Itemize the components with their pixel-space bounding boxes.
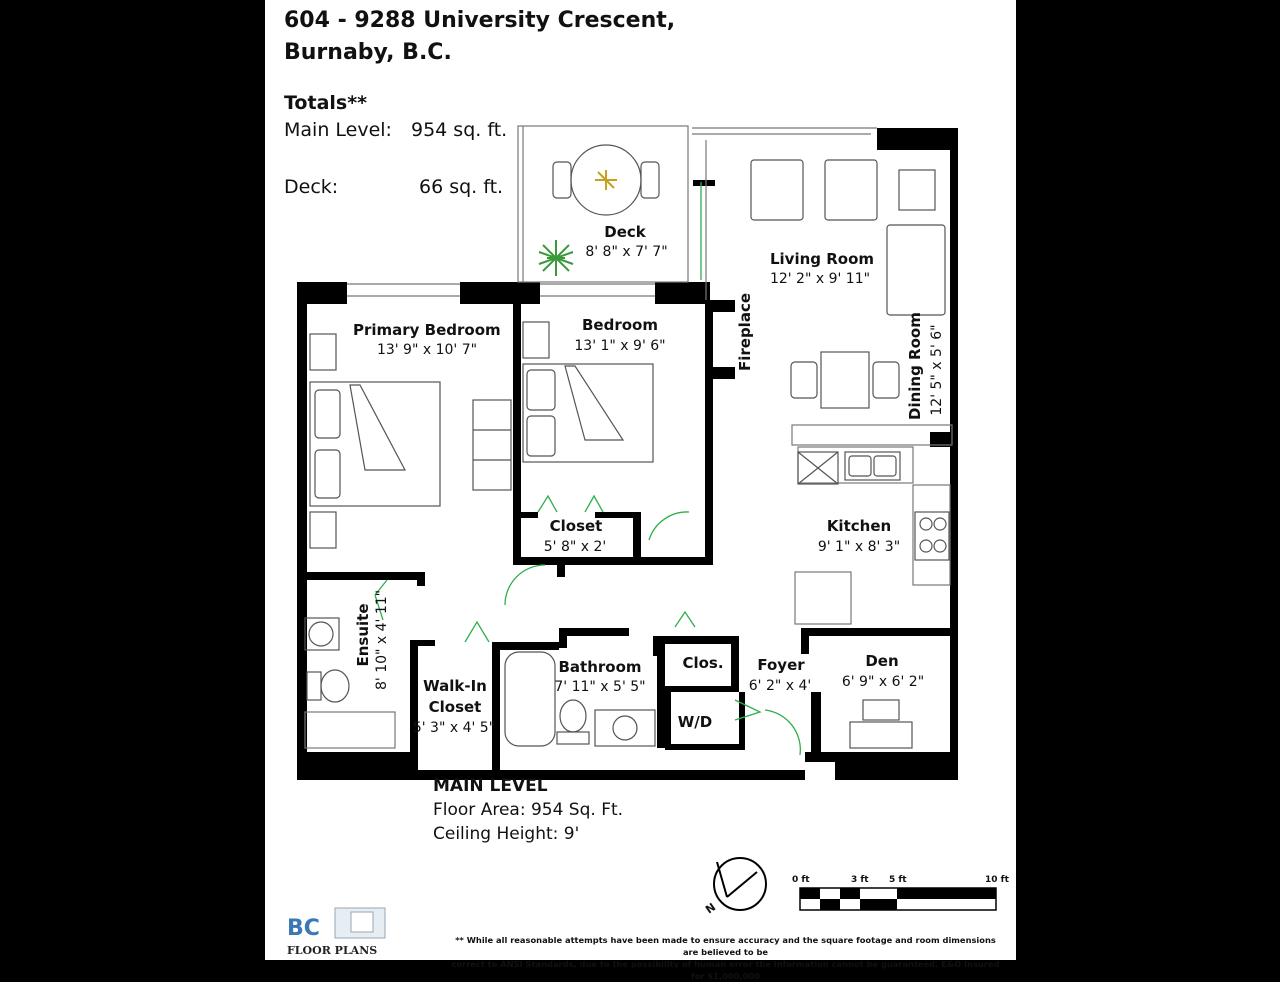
centerpiece-icon	[595, 170, 617, 190]
deck-dims: 8' 8" x 7' 7"	[585, 244, 668, 260]
walk-in-closet-dims: 5' 3" x 4' 5"	[412, 720, 496, 736]
disclaimer-line-1: ** While all reasonable attempts have been made to ensure accuracy and the square footage and room dimensions are believed to be	[455, 935, 996, 957]
walk-in-closet-name-1: Walk-In	[423, 677, 487, 695]
logo-graphic	[335, 908, 385, 938]
deck-name: Deck	[604, 223, 646, 241]
foyer-name: Foyer	[757, 656, 805, 674]
den-dims: 6' 9" x 6' 2"	[841, 674, 925, 690]
main-level-title: MAIN LEVEL	[433, 776, 548, 796]
washer-dryer-label: W/D	[677, 713, 713, 731]
compass-north-label: N	[703, 900, 719, 917]
dining-room-dims: 12' 5" x 5' 6"	[929, 324, 945, 416]
deck-value: 66 sq. ft.	[419, 176, 504, 198]
living-room-name: Living Room	[769, 250, 875, 268]
dining-room-name: Dining Room	[906, 312, 924, 420]
main-level-value: 954 sq. ft.	[411, 119, 508, 141]
bedroom-name: Bedroom	[582, 316, 658, 334]
logo-letters: BC	[287, 916, 320, 941]
ceiling-height: Ceiling Height: 9'	[433, 824, 580, 844]
address-line-2: Burnaby, B.C.	[284, 40, 452, 65]
fireplace-label: Fireplace	[736, 292, 754, 372]
totals-heading: Totals**	[284, 92, 368, 114]
scale-10: 10 ft	[985, 875, 1009, 885]
bathroom-name: Bathroom	[558, 658, 642, 676]
compass-icon	[714, 858, 766, 910]
address-line-1: 604 - 9288 University Crescent,	[284, 8, 676, 33]
main-level-label: Main Level:	[284, 119, 392, 141]
primary-bedroom-dims: 13' 9" x 10' 7"	[376, 342, 478, 358]
deck-label: Deck:	[284, 176, 339, 198]
foyer-dims: 6' 2" x 4'	[748, 678, 812, 694]
scale-0: 0 ft	[792, 875, 810, 885]
closet-name: Closet	[549, 517, 603, 535]
disclaimer	[448, 934, 1003, 982]
floor-plan-sheet	[265, 0, 1016, 981]
living-room-dims: 12' 2" x 9' 11"	[769, 271, 871, 287]
bathroom-dims: 7' 11" x 5' 5"	[554, 679, 646, 695]
logo-subtitle: FLOOR PLANS	[287, 944, 378, 957]
walk-in-closet-name-2: Closet	[428, 698, 482, 716]
scale-bar	[800, 888, 996, 910]
ensuite-dims: 8' 10" x 4' 11"	[374, 589, 390, 690]
floor-plan-drawing	[265, 0, 1016, 960]
clos-label: Clos.	[682, 654, 724, 672]
primary-bedroom-name: Primary Bedroom	[353, 321, 501, 339]
disclaimer-line-2: correct to ANSI Standards, due to the possibility of human error the information cannot be guaranteed. E&O Insured for $1,000,000	[451, 959, 1000, 981]
ensuite-name: Ensuite	[354, 603, 372, 667]
den-name: Den	[865, 652, 899, 670]
kitchen-name: Kitchen	[826, 517, 892, 535]
closet-dims: 5' 8" x 2'	[543, 539, 607, 555]
kitchen-dims: 9' 1" x 8' 3"	[817, 539, 901, 555]
scale-5: 5 ft	[889, 875, 907, 885]
floor-area: Floor Area: 954 Sq. Ft.	[433, 800, 624, 820]
scale-3: 3 ft	[851, 875, 869, 885]
plant-icon	[539, 240, 573, 276]
thin-lines	[305, 126, 952, 748]
bedroom-dims: 13' 1" x 9' 6"	[574, 338, 666, 354]
